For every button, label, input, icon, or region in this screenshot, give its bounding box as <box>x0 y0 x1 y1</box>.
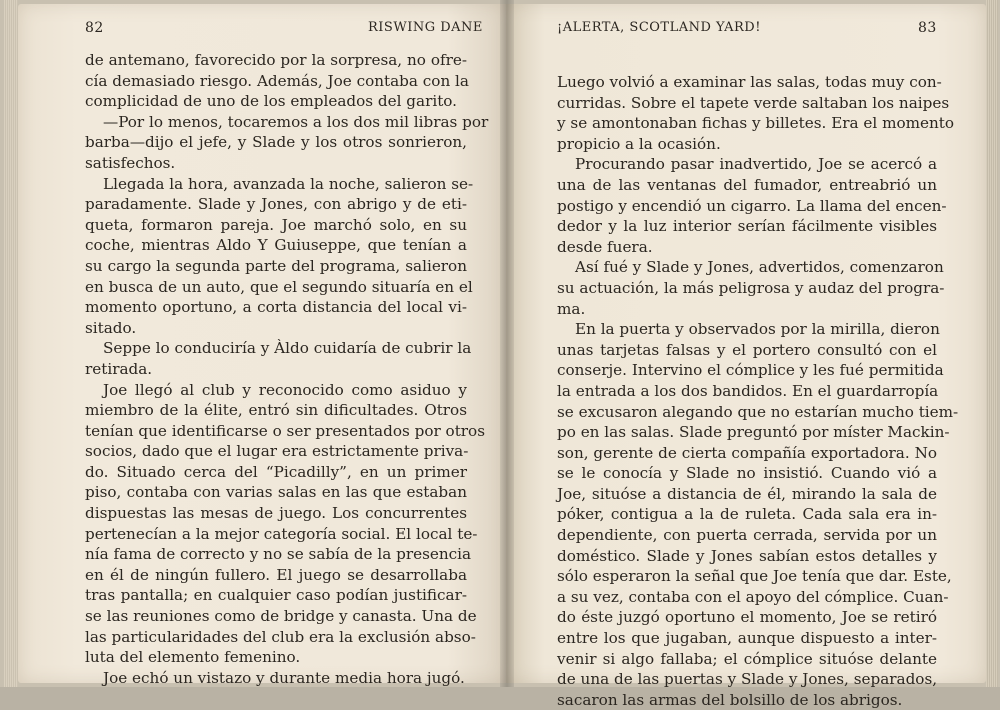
text-line: Seppe lo conduciría y Àldo cuidaría de cubrir la <box>103 339 472 358</box>
text-line: satisfechos. <box>85 153 176 172</box>
right-page-body <box>557 72 959 710</box>
text-line: postigo y encendió un cigarro. La llama del encen- <box>557 196 947 215</box>
text-line: dispuestas las mesas de juego. Los concurrentes <box>85 504 467 523</box>
text-line: propicio a la ocasión. <box>557 134 721 153</box>
left-page-number: 82 <box>85 20 104 36</box>
text-line: complicidad de uno de los empleados del garito. <box>85 92 458 111</box>
book-gutter <box>500 0 514 687</box>
page-edges-left <box>4 0 18 687</box>
text-line: sitado. <box>85 318 137 337</box>
text-line: son, gerente de cierta compañía exportadora. No <box>557 443 937 462</box>
text-line: su actuación, la más peligrosa y audaz del progra- <box>557 278 945 297</box>
text-line: —Por lo menos, tocaremos a los dos mil libras por <box>103 112 489 131</box>
text-line: dependiente, con puerta cerrada, servida por un <box>557 526 937 545</box>
text-line: Luego volvió a examinar las salas, todas muy con- <box>557 73 942 91</box>
text-line: en busca de un auto, que el segundo situaría en el <box>85 277 473 296</box>
text-line: paradamente. Slade y Jones, con abrigo y de eti- <box>85 195 467 214</box>
text-line: póker, contigua a la de ruleta. Cada sala era in- <box>557 505 937 524</box>
text-line: tenían que identificarse o ser presentados por otros <box>85 421 485 440</box>
text-line: se las reuniones como de bridge y canasta. Una de <box>85 607 477 626</box>
text-line: nía fama de correcto y no se sabía de la presencia <box>85 545 472 564</box>
text-line: desde fuera. <box>557 237 653 256</box>
text-line: do. Situado cerca del “Picadilly”, en un primer <box>85 462 467 481</box>
text-line: se le conocía y Slade no insistió. Cuando vió a <box>557 464 937 483</box>
text-line: dedor y la luz interior serían fácilmente visibles <box>557 217 937 236</box>
text-line: venir si algo fallaba; el cómplice situóse delante <box>557 649 937 668</box>
text-line: de una de las puertas y Slade y Jones, separados, <box>557 670 938 689</box>
text-line: Así fué y Slade y Jones, advertidos, comenzaron <box>575 258 944 277</box>
text-line: su cargo la segunda parte del programa, salieron <box>85 256 467 275</box>
text-line: retirada. <box>85 359 153 378</box>
text-line: ma. <box>557 299 586 318</box>
text-line: Procurando pasar inadvertido, Joe se acercó a <box>575 155 937 174</box>
left-running-header: RISWING DANE <box>368 20 483 35</box>
text-line: Joe llegó al club y reconocido como asiduo y <box>103 380 467 399</box>
text-line: curridas. Sobre el tapete verde saltaban los naipes <box>557 93 950 112</box>
text-line: pertenecían a la mejor categoría social. El local te- <box>85 524 478 543</box>
text-line: do éste juzgó oportuno el momento, Joe se retiró <box>557 608 937 627</box>
page-edges-right <box>986 0 998 687</box>
text-line: Joe echó un vistazo y durante media hora jugó. <box>103 668 465 687</box>
text-line: conserje. Intervino el cómplice y les fué permitida <box>557 361 944 380</box>
text-line: la entrada a los dos bandidos. En el guardarropía <box>557 381 939 400</box>
text-line: tras pantalla; en cualquier caso podían justificar- <box>85 586 467 605</box>
text-line: sacaron las armas del bolsillo de los abrigos. <box>557 690 903 709</box>
text-line: coche, mientras Aldo Y Guiuseppe, que tenían a <box>85 236 467 255</box>
text-line: las particularidades del club era la exclusión abso- <box>85 627 476 646</box>
text-line: queta, formaron pareja. Joe marchó solo, en su <box>85 215 467 234</box>
text-line: Llegada la hora, avanzada la noche, salieron se- <box>103 174 474 193</box>
text-line: sólo esperaron la señal que Joe tenía que dar. Este, <box>557 567 952 586</box>
text-line: entre los que jugaban, aunque dispuesto a inter- <box>557 629 937 648</box>
right-running-header: ¡ALERTA, SCOTLAND YARD! <box>557 20 761 35</box>
text-line: en él de ningún fullero. El juego se desarrollaba <box>85 565 467 584</box>
text-line: Joe, situóse a distancia de él, mirando la sala de <box>557 484 937 503</box>
text-line: miembro de la élite, entró sin dificultades. Otros <box>85 401 467 420</box>
text-line: se excusaron alegando que no estarían mucho tiem- <box>557 402 959 421</box>
text-line: cía demasiado riesgo. Además, Joe contaba con la <box>85 71 469 90</box>
text-line: unas tarjetas falsas y el portero consultó con el <box>557 340 937 359</box>
text-line: po en las salas. Slade preguntó por míster Mackin- <box>557 423 950 442</box>
text-line: a su vez, contaba con el apoyo del cómplice. Cuan- <box>557 587 949 606</box>
text-line: barba—dijo el jefe, y Slade y los otros sonrieron, <box>85 133 467 152</box>
text-line: de antemano, favorecido por la sorpresa, no ofre- <box>85 51 467 69</box>
left-page-body <box>85 50 489 688</box>
right-page-number: 83 <box>918 20 937 36</box>
text-line: En la puerta y observados por la mirilla, dieron <box>575 320 940 339</box>
text-line: una de las ventanas del fumador, entreabrió un <box>557 175 937 194</box>
text-line: doméstico. Slade y Jones sabían estos detalles y <box>557 546 937 565</box>
text-line: y se amontonaban fichas y billetes. Era el momento <box>557 114 955 133</box>
text-line: piso, contaba con varias salas en las que estaban <box>85 483 467 502</box>
text-line: momento oportuno, a corta distancia del local vi- <box>85 298 467 317</box>
text-line: socios, dado que el lugar era estrictamente priva- <box>85 442 469 461</box>
text-line: luta del elemento femenino. <box>85 648 301 667</box>
